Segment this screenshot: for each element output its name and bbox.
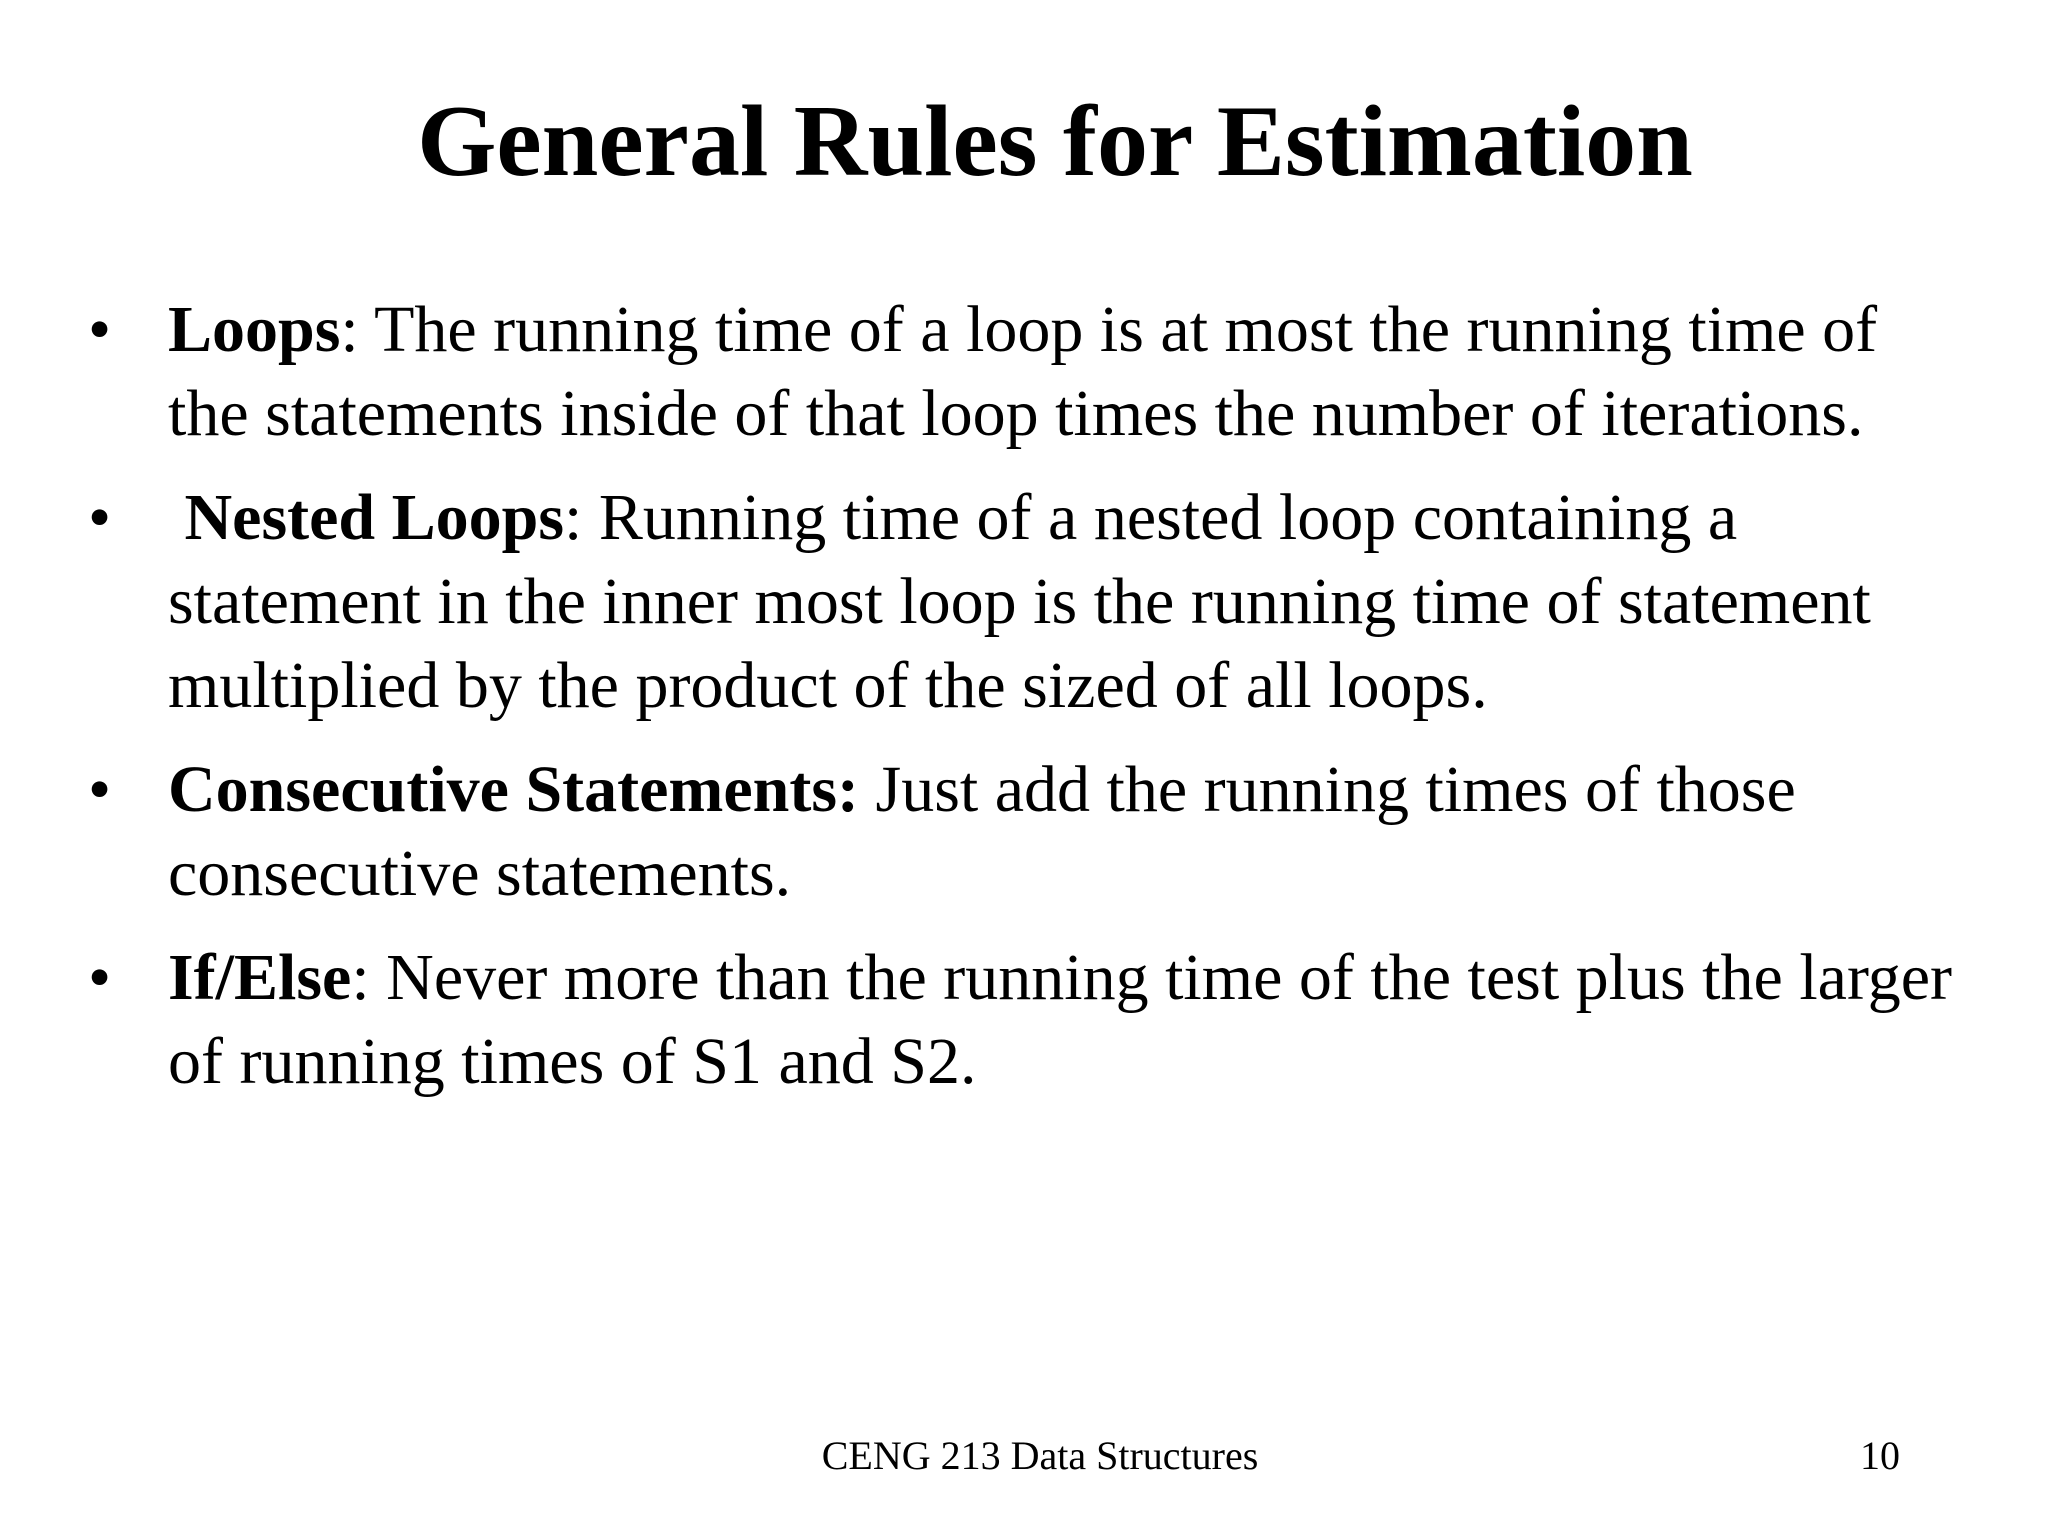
bullet-text: : The running time of a loop is at most the running time of the statements inside of that loop times the number of iterations. (168, 293, 1878, 450)
bullet-term: Nested Loops (184, 481, 565, 554)
bullet-dot-icon: • (88, 481, 112, 554)
bullet-item-consecutive-statements (0, 748, 1968, 916)
bullet-term: Consecutive Statements: (168, 753, 860, 826)
slide-title: General Rules for Estimation (417, 85, 1693, 198)
bullet-list (0, 288, 2048, 1124)
bullet-term: If/Else (168, 941, 352, 1014)
bullet-text: : Running time of a nested loop containing a statement in the inner most loop is the running time of statement multiplied by the product of the sized of all loops. (168, 481, 1871, 722)
footer-course-name: CENG 213 Data Structures (821, 1433, 1259, 1478)
bullet-dot-icon: • (88, 293, 112, 366)
bullet-dot-icon: • (88, 753, 112, 826)
bullet-text: Just add the running times of those consecutive statements. (168, 753, 1796, 910)
bullet-term: Loops (168, 293, 341, 366)
bullet-item-nested-loops (0, 476, 1968, 728)
slide-page-number: 10 (1860, 1433, 1900, 1478)
bullet-item-loops (0, 288, 1968, 456)
bullet-item-if-else (0, 936, 1968, 1104)
bullet-text: : Never more than the running time of the test plus the larger of running times of S1 and S2. (168, 941, 1953, 1098)
bullet-dot-icon: • (88, 941, 112, 1014)
